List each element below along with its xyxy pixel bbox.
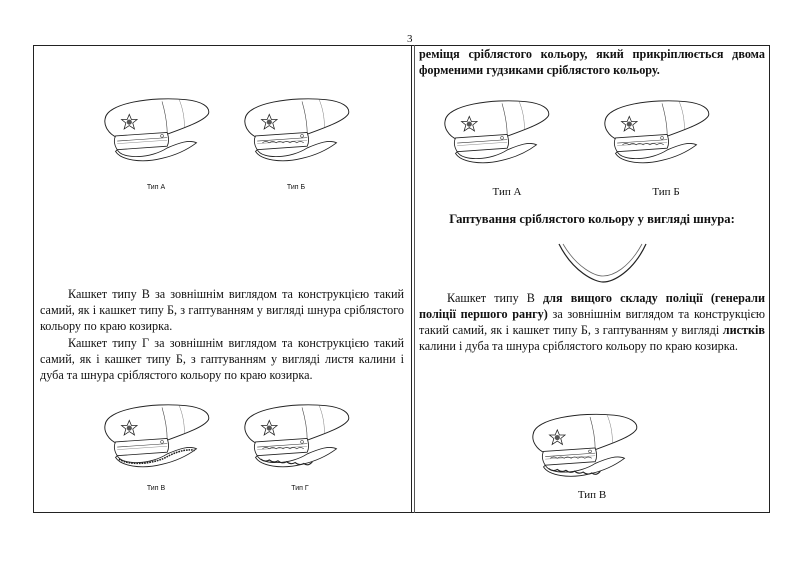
section-heading: Гаптування сріблястого кольору у вигляді шнура: xyxy=(449,212,735,226)
cap-type-g-icon xyxy=(240,400,352,470)
page-number: 3 xyxy=(407,33,413,45)
cap-type-a-icon xyxy=(100,94,212,164)
caption-right-type-b: Тип Б xyxy=(652,186,680,198)
column-divider xyxy=(411,45,412,513)
cap-right-type-a-icon xyxy=(440,96,552,166)
cap-right-type-v-icon xyxy=(528,402,640,487)
continued-text: реміщя сріблястого кольору, який прикріплюється двома форменими гудзиками сріблястого кольору. xyxy=(419,47,765,77)
caption-type-g: Тип Г xyxy=(291,485,309,492)
caption-right-type-v: Тип В xyxy=(577,489,607,501)
paragraph-right-type-v: Кашкет типу В для вищого складу поліції (генерали поліції першого рангу) за зовнішнім виглядом та конструкцією такий самий, як і кашкет типу Б, з гаптуванням у вигляді листків калини і дуба та шнура сріблястого кольору по краю козирка. xyxy=(419,291,765,353)
cap-type-b-icon xyxy=(240,94,352,164)
caption-right-type-a: Тип А xyxy=(492,186,522,198)
cap-right-type-b-icon xyxy=(600,96,712,166)
caption-type-a: Тип А xyxy=(146,184,166,191)
column-divider-inner xyxy=(414,45,415,513)
cord-embroidery-icon xyxy=(555,238,650,288)
caption-type-v: Тип В xyxy=(146,485,166,492)
paragraph-type-v: Кашкет типу В за зовнішнім виглядом та конструкцією такий самий, як і кашкет типу Б, з гаптуванням у вигляді шнура сріблястого кольору по краю козирка. xyxy=(40,287,404,333)
caption-type-b: Тип Б xyxy=(286,184,306,191)
cap-type-v-icon xyxy=(100,400,212,470)
paragraph-type-g: Кашкет типу Г за зовнішнім виглядом та конструкцією такий самий, як і кашкет типу Б, з гаптуванням у вигляді листя калини і дуба та шнура сріблястого кольору по краю козирка. xyxy=(40,336,404,382)
